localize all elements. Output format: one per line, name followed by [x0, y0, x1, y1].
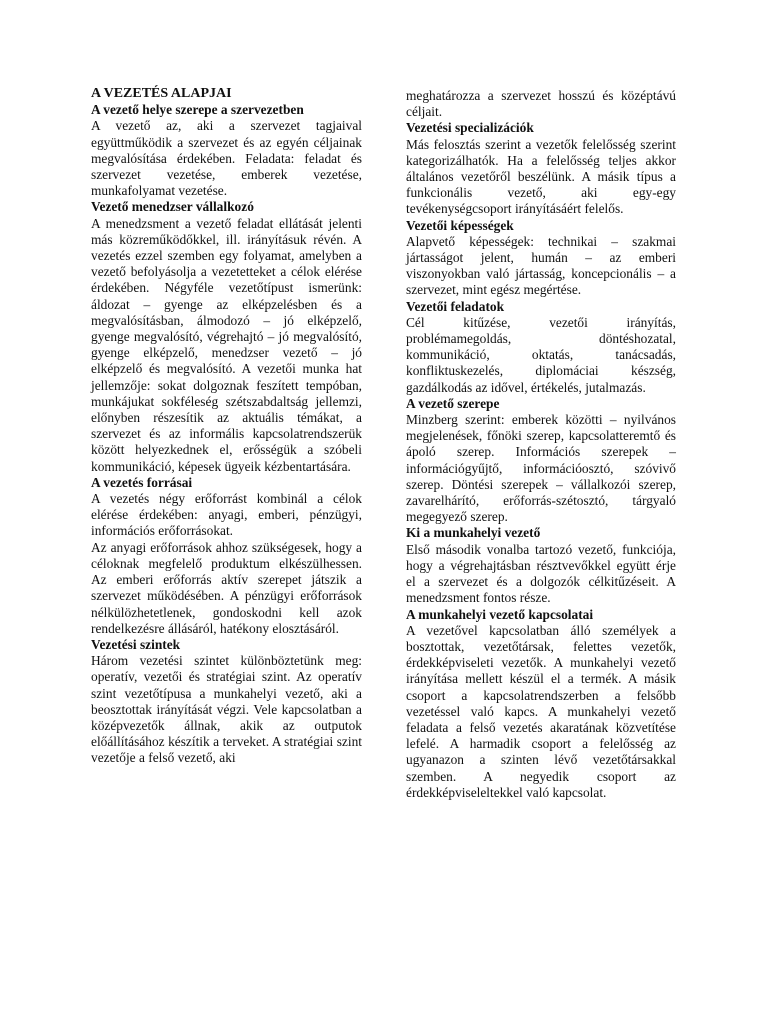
- section-paragraph: Minzberg szerint: emberek közötti – nyilvános megjelenések, főnöki szerep, kapcsolatteremtő és ápoló szerep. Információs szerepek – információgyűjtő, információosztó, szóvivő szerep. Döntési szerepek – vállalkozói szerep, zavarelhárító, erőforrás-szétosztó, tárgyaló megegyező szerep.: [406, 412, 676, 525]
- section-paragraph: Alapvető képességek: technikai – szakmai jártasságot jelent, humán – az emberi viszonyokban való jártasság, koncepcionális – a szervezet, mint egész megértése.: [406, 233, 676, 298]
- section-heading: Vezető menedzser vállalkozó: [91, 199, 254, 215]
- right-column: [406, 88, 676, 801]
- section-heading: A vezető szerepe: [406, 395, 500, 411]
- section-paragraph: Első második vonalba tartozó vezető, funkciója, hogy a végrehajtásban résztvevőkkel együtt érje el a szervezet és a dolgozók célkitűzéseit. A menedzsment fontos része.: [406, 541, 676, 606]
- section-paragraph: A vezetővel kapcsolatban álló személyek a bosztottak, vezetőtársak, felettes vezetők, érdekképviseleti vezetők. A munkahelyi vezető irányítása mellett készül el a termék. A másik csoport a kapcsolatrendszerben a felsőbb vezetéssel való kapcs. A munkahelyi vezető feladata a felső vezetés akaratának közvetítése lefelé. A harmadik csoport a felelősség az ugyanazon a szinten lévő vezetőtársakkal szemben. A negyedik csoport az érdekképviseleltekkel való kapcsolat.: [406, 622, 676, 800]
- section-paragraph: meghatározza a szervezet hosszú és középtávú céljait.: [406, 88, 676, 120]
- section-heading: Vezetési specializációk: [406, 120, 534, 136]
- section-heading: Vezetési szintek: [91, 636, 181, 652]
- document-title: A VEZETÉS ALAPJAI: [91, 86, 232, 101]
- section-heading: A munkahelyi vezető kapcsolatai: [406, 606, 594, 622]
- section-paragraph: A menedzsment a vezető feladat ellátását jelenti más közreműködőkkel, ill. irányításuk révén. A vezetés ezzel szemben egy folyamat, amelyben a vezető befolyásolja a vezetetteket a célok elérése érdekében. Négyféle vezetőtípust ismerünk: áldozat – gyenge az elképzelésben és a megvalósításban, álmodozó – jó elképzelő, gyenge megvalósító, végrehajtó – jó megvalósító, gyenge elképzelő, menedzser vezető – jó elképzelő és megvalósító. A vezetői munka hat jellemzője: sokat dolgoznak feszített tempóban, munkájukat sokféleség szétszabdaltság jellemzi, előnyben részesítik az aktuális témákat, a szervezet és az informális kapcsolatrendszerük között helyezkednek el, erősségük a szóbeli kommunikáció, képesek ügyeik kézbentartására.: [91, 215, 362, 474]
- section-heading: Vezetői képességek: [406, 217, 514, 233]
- section-paragraph: A vezető az, aki a szervezet tagjaival együttműködik a szervezet és az egyén céljainak megvalósítása érdekében. Feladata: feladat és szervezet vezetése, emberek vezetése, munkafolyamat vezetése.: [91, 118, 362, 199]
- section-paragraph: A vezetés négy erőforrást kombinál a célok elérése érdekében: anyagi, emberi, pénzügyi, információs erőforrásokat.: [91, 491, 362, 539]
- section-paragraph: Az anyagi erőforrások ahhoz szükségesek, hogy a céloknak megfelelő produktum elkészülhessen. Az emberi erőforrás aktív szerepet játszik a szervezet működésében. A pénzügyi erőforrások nélkülözhetetlenek, gondoskodni kell azok rendelkezésre állásáról, hatékony elosztásáról.: [91, 539, 362, 636]
- section-heading: Vezetői feladatok: [406, 298, 505, 314]
- section-paragraph: Cél kitűzése, vezetői irányítás, problémamegoldás, döntéshozatal, kommunikáció, oktatás, tanácsadás, konfliktuskezelés, diplomáciai készség, gazdálkodás az idővel, értékelés, jutalmazás.: [406, 314, 676, 395]
- section-heading: A vezetés forrásai: [91, 474, 193, 490]
- left-column: [91, 86, 362, 767]
- section-heading: Ki a munkahelyi vezető: [406, 525, 541, 541]
- section-paragraph: Három vezetési szintet különböztetünk meg: operatív, vezetői és stratégiai szint. Az operatív szint vezetőtípusa a munkahelyi vezető, aki a beosztottak irányítását végzi. Vele kapcsolatban a középvezetők állnak, akik az outputok előállításához készítik a terveket. A stratégiai szint vezetője a felső vezető, aki: [91, 653, 362, 766]
- section-heading: A vezető helye szerepe a szervezetben: [91, 102, 304, 118]
- section-paragraph: Más felosztás szerint a vezetők felelősség szerint kategorizálhatók. Ha a felelősség teljes akkor általános vezetőről beszélünk. A másik típus a funkcionális vezető, aki egy-egy tevékenységcsoport irányításáért felelős.: [406, 136, 676, 217]
